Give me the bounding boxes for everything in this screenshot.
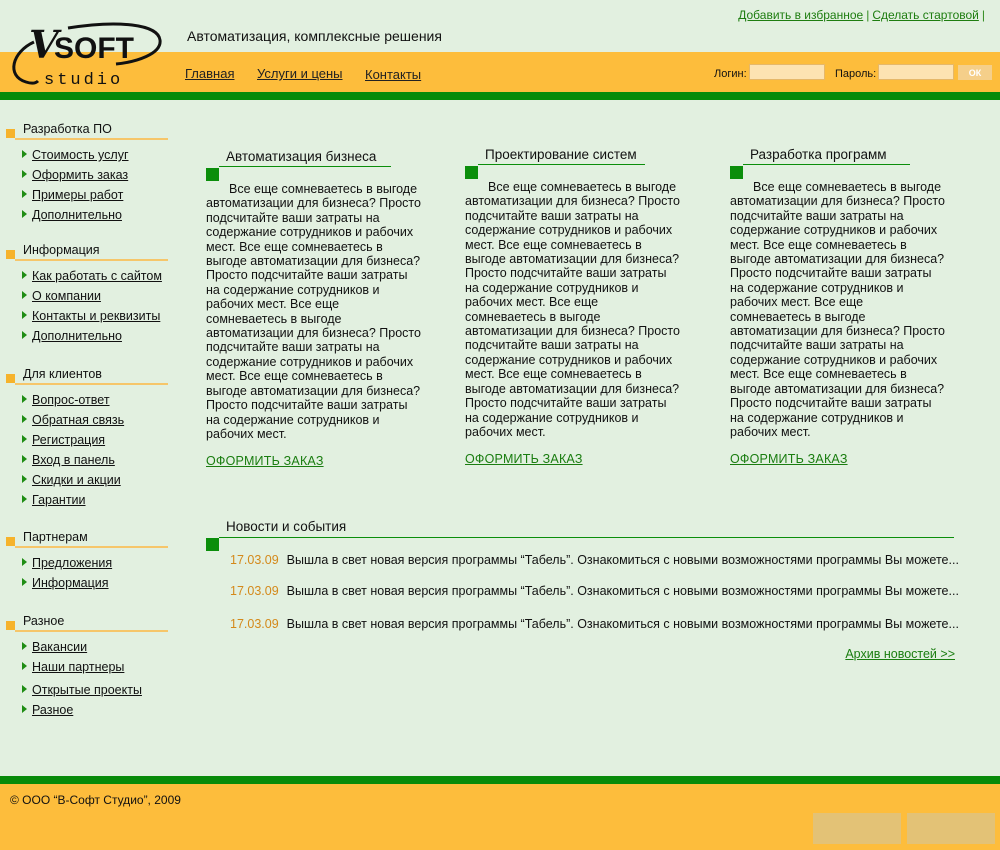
top-links-end-separator: | [981,8,985,22]
column-programming [730,146,945,466]
arrow-right-icon [22,455,27,463]
arrow-right-icon [22,685,27,693]
sidebar-item[interactable] [22,453,115,467]
column-underline [743,164,910,165]
sidebar-item-link[interactable]: О компании [32,289,101,303]
sidebar-item-link[interactable]: Наши партнеры [32,660,125,674]
sidebar-section-header [0,367,170,387]
arrow-right-icon [22,705,27,713]
order-link[interactable]: ОФОРМИТЬ ЗАКАЗ [206,454,324,469]
order-link[interactable]: ОФОРМИТЬ ЗАКАЗ [465,452,583,467]
arrow-right-icon [22,291,27,299]
section-underline [15,383,168,385]
sidebar-item[interactable] [22,269,162,283]
arrow-right-icon [22,311,27,319]
arrow-right-icon [22,578,27,586]
arrow-right-icon [22,331,27,339]
sidebar-item[interactable] [22,309,160,323]
sidebar-item[interactable] [22,433,105,447]
column-text: Все еще сомневаетесь в выгоде автоматизации для бизнеса? Просто подсчитайте ваши затраты на содержание сотрудников и рабочих мест. Все еще сомневаетесь в выгоде автоматизации для бизнеса? Просто подсчитайте ваши затраты на содержание сотрудников и рабочих мест. Все еще сомневаетесь в выгоде автоматизации для бизнеса? Просто подсчитайте ваши затраты на содержание сотрудников и рабочих мест. Все еще сомневаетесь в выгоде автоматизации для бизнеса? Просто подсчитайте ваши затраты на содержание сотрудников и рабочих мест. [730,180,945,439]
section-marker-icon [6,250,15,259]
column-design [465,146,680,466]
counter-badge[interactable] [907,813,995,844]
arrow-right-icon [22,495,27,503]
section-marker-icon [6,621,15,630]
sidebar-item[interactable] [22,148,129,162]
section-underline [15,259,168,261]
news-date: 17.03.09 [230,617,279,631]
add-to-favorites-link[interactable]: Добавить в избранное [738,8,864,22]
arrow-right-icon [22,210,27,218]
nav-contacts[interactable]: Контакты [365,67,422,82]
logo-brand-text: SOFT [54,32,134,65]
sidebar-section-misc [0,614,170,717]
counter-badge[interactable] [813,813,901,844]
column-title: Разработка программ [750,147,887,162]
news-archive-link[interactable]: Архив новостей >> [845,647,955,661]
footer-green-bar [0,776,1000,784]
top-links-separator: | [866,8,870,22]
sidebar-item-link[interactable]: Регистрация [32,433,106,447]
sidebar-item-link[interactable]: Дополнительно [32,208,122,222]
column-header [730,146,945,180]
news-header [206,518,956,552]
column-automation [206,148,421,468]
sidebar-item[interactable] [22,493,86,507]
sidebar-section-development [0,122,170,222]
sidebar-item-link[interactable]: Гарантии [32,493,86,507]
sidebar-section-header [0,122,170,142]
sidebar-item-link[interactable]: Вход в панель [32,453,115,467]
login-input[interactable] [749,64,825,80]
sidebar-section-clients [0,367,170,507]
sidebar-section-partners [0,530,170,590]
column-title: Автоматизация бизнеса [226,149,377,164]
sidebar-item[interactable] [22,683,142,697]
nav-home[interactable]: Главная [185,66,235,81]
section-marker-icon [206,168,219,181]
sidebar-item[interactable] [22,640,87,654]
news-item[interactable] [230,584,959,598]
sidebar-item-link[interactable]: Стоимость услуг [32,148,129,162]
sidebar-section-header [0,530,170,550]
column-header [206,148,421,182]
sidebar-item[interactable] [22,556,112,570]
sidebar-item-link[interactable]: Обратная связь [32,413,125,427]
nav-services[interactable]: Услуги и цены [257,66,343,81]
sidebar-item[interactable] [22,660,124,674]
sidebar-item-link[interactable]: Предложения [32,556,113,570]
arrow-right-icon [22,271,27,279]
sidebar-item-link[interactable]: Вакансии [32,640,88,654]
footer [0,784,1000,850]
sidebar-section-header [0,243,170,263]
sidebar-item-link[interactable]: Как работать с сайтом [32,269,162,283]
sidebar-item-link[interactable]: Разное [32,703,74,717]
sidebar-section-info [0,243,170,343]
sidebar-item[interactable] [22,703,73,717]
sidebar-section-title: Для клиентов [23,367,102,381]
column-underline [219,166,391,167]
news-section [206,518,959,661]
column-text: Все еще сомневаетесь в выгоде автоматизации для бизнеса? Просто подсчитайте ваши затраты на содержание сотрудников и рабочих мест. Все еще сомневаетесь в выгоде автоматизации для бизнеса? Просто подсчитайте ваши затраты на содержание сотрудников и рабочих мест. Все еще сомневаетесь в выгоде автоматизации для бизнеса? Просто подсчитайте ваши затраты на содержание сотрудников и рабочих мест. Все еще сомневаетесь в выгоде автоматизации для бизнеса? Просто подсчитайте ваши затраты на содержание сотрудников и рабочих мест. [206,182,421,441]
password-label: Пароль: [835,68,877,80]
sidebar-item[interactable] [22,329,122,343]
site-tagline: Автоматизация, комплексные решения [187,28,442,44]
login-ok-button[interactable]: ОК [958,65,992,80]
sidebar-section-title: Разработка ПО [23,122,112,136]
arrow-right-icon [22,558,27,566]
sidebar-section-header [0,614,170,634]
sidebar-item-link[interactable]: Вопрос-ответ [32,393,110,407]
news-underline [219,537,954,538]
sidebar-item[interactable] [22,208,122,222]
sidebar-section-title: Разное [23,614,65,628]
section-marker-icon [465,166,478,179]
arrow-right-icon [22,662,27,670]
sidebar-item-link[interactable]: Дополнительно [32,329,122,343]
news-text[interactable]: Вышла в свет новая версия программы “Табель”. Ознакомиться с новыми возможностями программы Вы можете... [286,617,959,631]
column-underline [478,164,645,165]
sidebar-item-link[interactable]: Оформить заказ [32,168,129,182]
news-title: Новости и события [226,519,347,534]
arrow-right-icon [22,150,27,158]
copyright-text: © ООО “В-Софт Студио”, 2009 [10,793,181,807]
news-text[interactable]: Вышла в свет новая версия программы “Табель”. Ознакомиться с новыми возможностями программы Вы можете... [286,584,959,598]
login-label: Логин: [714,68,747,80]
site-logo[interactable] [8,18,170,90]
sidebar-item-link[interactable]: Открытые проекты [32,683,142,697]
news-date: 17.03.09 [230,584,279,598]
sidebar-item[interactable] [22,576,109,590]
set-as-homepage-link[interactable]: Сделать стартовой [872,8,979,22]
section-marker-icon [206,538,219,551]
order-link[interactable]: ОФОРМИТЬ ЗАКАЗ [730,452,848,467]
column-text: Все еще сомневаетесь в выгоде автоматизации для бизнеса? Просто подсчитайте ваши затраты на содержание сотрудников и рабочих мест. Все еще сомневаетесь в выгоде автоматизации для бизнеса? Просто подсчитайте ваши затраты на содержание сотрудников и рабочих мест. Все еще сомневаетесь в выгоде автоматизации для бизнеса? Просто подсчитайте ваши затраты на содержание сотрудников и рабочих мест. Все еще сомневаетесь в выгоде автоматизации для бизнеса? Просто подсчитайте ваши затраты на содержание сотрудников и рабочих мест. [465,180,680,439]
section-underline [15,630,168,632]
password-input[interactable] [878,64,954,80]
top-links [738,8,988,22]
section-underline [15,546,168,548]
sidebar-item-link[interactable]: Примеры работ [32,188,124,202]
sidebar-section-title: Информация [23,243,100,257]
news-item[interactable] [230,617,959,631]
arrow-right-icon [22,435,27,443]
sidebar-item[interactable] [22,188,123,202]
news-item[interactable] [230,553,959,567]
section-marker-icon [6,129,15,138]
sidebar-item-link[interactable]: Контакты и реквизиты [32,309,161,323]
section-marker-icon [730,166,743,179]
sidebar-item-link[interactable]: Информация [32,576,109,590]
sidebar-section-title: Партнерам [23,530,88,544]
section-marker-icon [6,374,15,383]
header-green-bar [0,92,1000,100]
sidebar-item[interactable] [22,473,121,487]
news-text[interactable]: Вышла в свет новая версия программы “Табель”. Ознакомиться с новыми возможностями программы Вы можете... [286,553,959,567]
column-header [465,146,680,180]
arrow-right-icon [22,170,27,178]
sidebar-item-link[interactable]: Скидки и акции [32,473,121,487]
vsoft-logo-mark [8,18,170,90]
arrow-right-icon [22,415,27,423]
sidebar-item[interactable] [22,413,124,427]
arrow-right-icon [22,190,27,198]
sidebar-item[interactable] [22,168,128,182]
logo-letter-v: V [29,22,59,67]
sidebar-item[interactable] [22,393,110,407]
section-underline [15,138,168,140]
logo-sub-text: studio [44,71,124,90]
arrow-right-icon [22,475,27,483]
arrow-right-icon [22,395,27,403]
section-marker-icon [6,537,15,546]
arrow-right-icon [22,642,27,650]
sidebar-item[interactable] [22,289,101,303]
news-date: 17.03.09 [230,553,279,567]
column-title: Проектирование систем [485,147,637,162]
